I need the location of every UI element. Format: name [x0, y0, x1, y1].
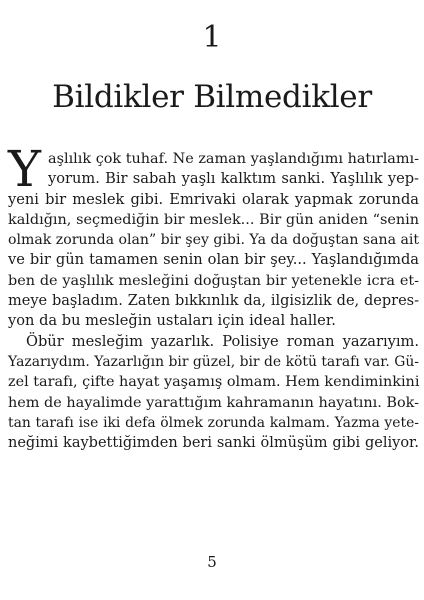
text-line: yeni bir meslek gibi. Emrivaki olarak yapmak zorunda: [8, 190, 419, 208]
text-line: ve bir gün tamamen senin olan bir şey... Yaşlandığımda: [8, 251, 419, 269]
text-line: hem de hayalimde yarattığım kahramanın hayatını. Bok-: [8, 394, 419, 411]
text-line: kaldığın, seçmediğin bir meslek... Bir gün aniden “senin: [8, 211, 419, 228]
chapter-title: Bildikler Bilmedikler: [52, 79, 372, 115]
page-number: 5: [207, 553, 217, 571]
text-line: neğimi kaybettiğimden beri sanki ölmüşüm gibi geliyor.: [8, 435, 419, 452]
text-line: yon da bu mesleğin ustaları için ideal haller.: [8, 312, 336, 330]
text-line: tan tarafı ise iki defa ölmek zorunda kalmam. Yazma yete-: [8, 414, 419, 431]
text-line: Yazarıydım. Yazarlığın bir güzel, bir de kötü tarafı var. Gü-: [8, 353, 419, 370]
text-line: Öbür mesleğim yazarlık. Polisiye roman yazarıyım.: [26, 332, 419, 350]
paragraph-2: [8, 332, 419, 454]
paragraph-1: [8, 140, 420, 332]
text-line: meye başladım. Zaten bıkkınlık da, ilgisizlik de, depres-: [8, 293, 419, 310]
body-text: [8, 140, 420, 453]
chapter-number: 1: [202, 20, 222, 55]
text-line: olmak zorunda olan” bir şey gibi. Ya da doğuştan sana ait: [8, 232, 420, 249]
drop-cap: Y: [8, 140, 42, 198]
text-line: ben de yaşlılık mesleğini doğuştan bir yetenekle icra et-: [8, 272, 419, 289]
text-line: zel tarafı, çifte hayat yaşamış olmam. Hem kendiminkini: [8, 374, 420, 391]
text-line: aşlılık çok tuhaf. Ne zaman yaşlandığımı hatırlamı-: [48, 151, 419, 167]
text-line: yorum. Bir sabah yaşlı kalktım sanki. Yaşlılık yep-: [48, 170, 419, 188]
